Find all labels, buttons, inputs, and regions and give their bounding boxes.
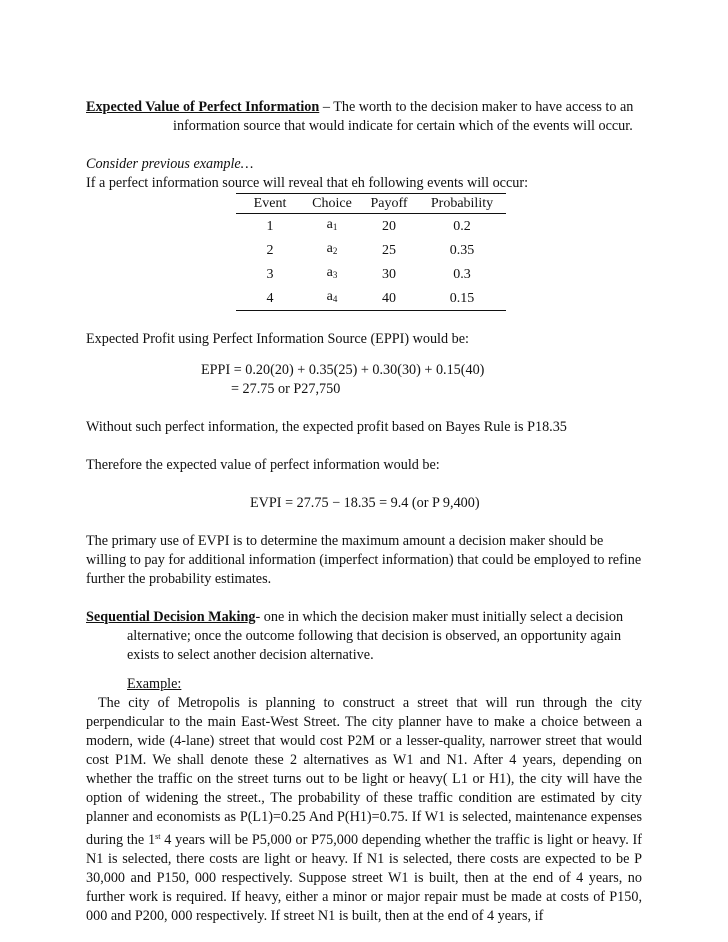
document-page xyxy=(86,98,642,926)
events-table xyxy=(236,193,506,311)
table-row xyxy=(236,286,506,311)
sequential-term: Sequential Decision Making xyxy=(86,609,256,625)
evpi-definition xyxy=(86,98,642,117)
header-probability: Probability xyxy=(418,194,506,214)
table-row xyxy=(236,214,506,239)
therefore-line: Therefore the expected value of perfect information would be: xyxy=(86,457,440,473)
cell-choice: $a_4$ xyxy=(304,286,360,311)
evpi-def-text2: information source that would indicate for certain which of the events will occur. xyxy=(173,118,633,134)
intro-line: If a perfect information source will reveal that eh following events will occur: xyxy=(86,175,529,191)
cell-payoff: 20 xyxy=(382,218,396,234)
header-choice: Choice xyxy=(304,194,360,214)
table-row xyxy=(236,238,506,262)
sequential-text1: - one in which the decision maker must initially select a decision xyxy=(255,609,624,625)
cell-probability: 0.15 xyxy=(418,286,506,311)
evpi-equation: EVPI = 27.75 − 18.35 = 9.4 (or P 9,400) xyxy=(250,495,480,511)
cell-event: 4 xyxy=(236,286,304,311)
consider-line: Consider previous example… xyxy=(86,156,254,172)
cell-probability: 0.2 xyxy=(453,218,471,234)
primary-use-paragraph: The primary use of EVPI is to determine the maximum amount a decision maker should be willing to pay for additional information (imperfect information) that could be employed to refine further the probability estimates. xyxy=(86,533,642,587)
example-label: Example: xyxy=(127,676,182,692)
cell-event: 3 xyxy=(266,266,274,282)
eppi-result: = 27.75 or P27,750 xyxy=(231,381,341,397)
example-paragraph: The city of Metropolis is planning to construct a street that will run through the city perpendicular to the main East-West Street. The city planner have to make a choice between a modern, wide (4-lane) street that would cost P2M or a lesser-quality, narrower street that would cost P1M. We shall denote these 2 alternatives as W1 and N1. After 4 years, depending on whether the traffic on the street turns out to be light or heavy( L1 or H1), the city will have the option of widening the street., The probability of these traffic condition are estimated by city planner and economists as P(L1)=0.25 And P(H1)=0.75. If W1 is selected, maintenance expenses during the 1st 4 years will be P5,000 or P75,000 depending whether the traffic is light or heavy. If N1 is selected, there costs are light or heavy. If N1 is selected, there costs are expected to be P 30,000 and P150, 000 respectively. Suppose street W1 is built, then at the end of 4 years, no further work is required. If heavy, either a minor or major repair must be made at costs of P150, 000 and P200, 000 respectively. If street N1 is built, then at the end of 4 years, if xyxy=(86,695,643,924)
cell-payoff: 25 xyxy=(382,242,396,258)
cell-event: 2 xyxy=(266,242,274,258)
sequential-definition xyxy=(86,608,642,627)
sequential-text2: alternative; once the outcome following that decision is observed, an opportunity again xyxy=(127,628,622,644)
cell-probability: 0.3 xyxy=(453,266,471,282)
cell-choice: $a_1$ xyxy=(326,217,338,232)
bayes-line: Without such perfect information, the expected profit based on Bayes Rule is P18.35 xyxy=(86,419,567,435)
cell-choice: $a_2$ xyxy=(326,241,338,256)
evpi-def-text1: – The worth to the decision maker to have access to an xyxy=(319,99,634,115)
eppi-equation: EPPI = 0.20(20) + 0.35(25) + 0.30(30) + 0.15(40) xyxy=(201,362,485,378)
cell-probability: 0.35 xyxy=(449,242,475,258)
evpi-term: Expected Value of Perfect Information xyxy=(86,99,320,115)
sequential-text3: exists to select another decision alternative. xyxy=(127,647,374,663)
cell-payoff: 30 xyxy=(382,266,396,282)
cell-choice: $a_3$ xyxy=(326,265,338,280)
table-row xyxy=(236,262,506,286)
cell-payoff: 40 xyxy=(360,286,418,311)
eppi-intro: Expected Profit using Perfect Information Source (EPPI) would be: xyxy=(86,331,469,347)
header-payoff: Payoff xyxy=(360,194,418,214)
header-event: Event xyxy=(236,194,304,214)
cell-event: 1 xyxy=(266,218,274,234)
